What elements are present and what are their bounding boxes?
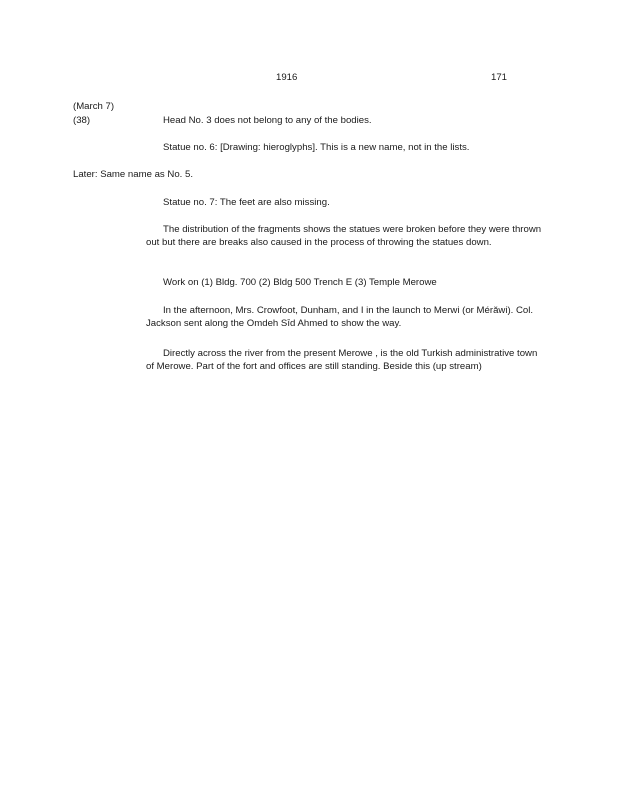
page-number: 171 <box>491 72 508 83</box>
head-note: Head No. 3 does not belong to any of the bodies. <box>163 115 372 126</box>
margin-date: (March 7) <box>73 101 115 112</box>
merowe-paragraph: Directly across the river from the present Merowe , is the old Turkish administrative town of Merowe. Part of the fort and offices are still standing. Beside this (up stream) <box>146 348 538 372</box>
statue-6-note: Statue no. 6: [Drawing: hieroglyphs]. This is a new name, not in the lists. <box>163 142 470 153</box>
afternoon-paragraph: In the afternoon, Mrs. Crowfoot, Dunham, and I in the launch to Merwi (or Mérăwi). Col. Jackson sent along the Omdeh Sīd Ahmed to show the way. <box>146 305 534 329</box>
distribution-paragraph: The distribution of the fragments shows the statues were broken before they were thrown out but there are breaks also caused in the process of throwing the statues down. <box>146 224 542 248</box>
page-year: 1916 <box>276 72 298 83</box>
statue-7-note: Statue no. 7: The feet are also missing. <box>163 197 330 208</box>
margin-entry-number: (38) <box>73 115 91 126</box>
work-note: Work on (1) Bldg. 700 (2) Bldg 500 Trench E (3) Temple Merowe <box>163 277 437 288</box>
later-note: Later: Same name as No. 5. <box>73 169 193 180</box>
